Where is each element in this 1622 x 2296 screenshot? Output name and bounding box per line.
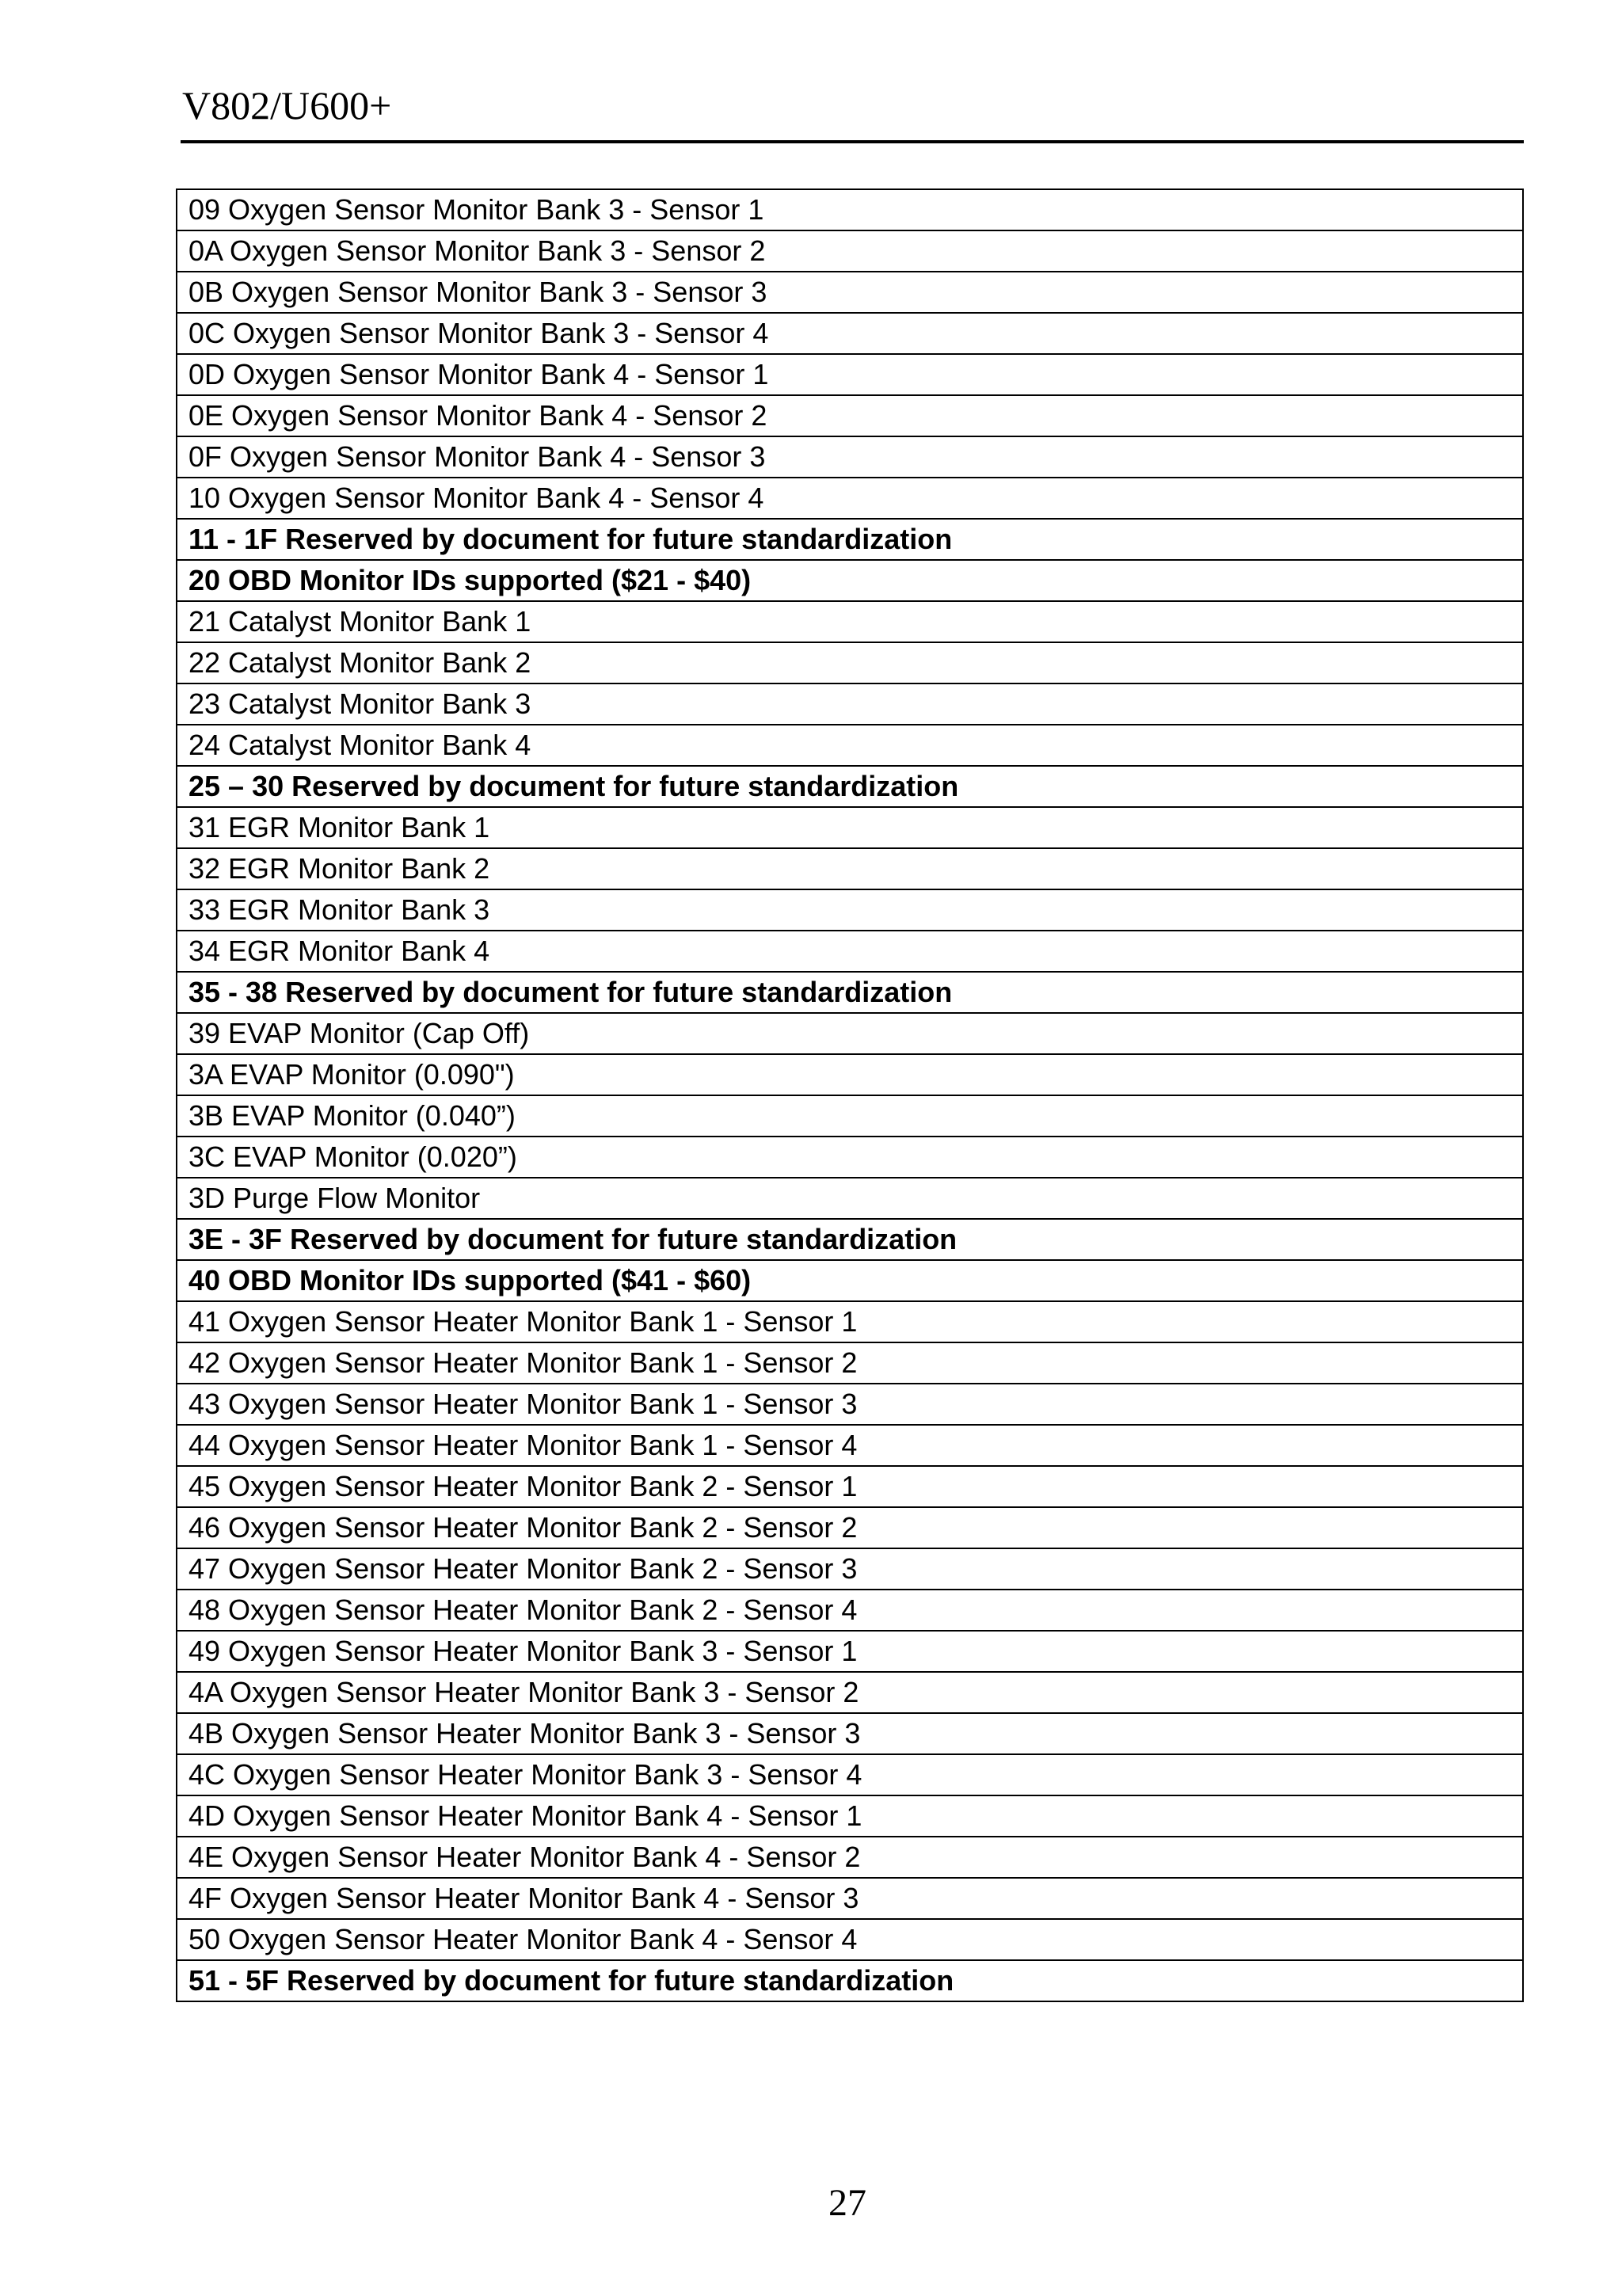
table-cell: 22 Catalyst Monitor Bank 2 <box>177 642 1523 683</box>
table-cell: 23 Catalyst Monitor Bank 3 <box>177 683 1523 725</box>
table-row <box>177 1095 1523 1137</box>
table-row-heading <box>177 1219 1523 1260</box>
table-row <box>177 1878 1523 1919</box>
table-row <box>177 1507 1523 1548</box>
table-cell: 0A Oxygen Sensor Monitor Bank 3 - Sensor 2 <box>177 230 1523 272</box>
table-row <box>177 1466 1523 1507</box>
page-header-title: V802/U600+ <box>182 83 392 128</box>
table-cell: 51 - 5F Reserved by document for future standardization <box>177 1960 1523 2001</box>
table-cell: 3D Purge Flow Monitor <box>177 1178 1523 1219</box>
table-row <box>177 395 1523 436</box>
table-row-heading <box>177 560 1523 601</box>
monitor-id-table-body <box>177 189 1523 2001</box>
table-cell: 47 Oxygen Sensor Heater Monitor Bank 2 - Sensor 3 <box>177 1548 1523 1590</box>
table-cell: 35 - 38 Reserved by document for future standardization <box>177 972 1523 1013</box>
table-row <box>177 1301 1523 1342</box>
table-row <box>177 1754 1523 1795</box>
table-row <box>177 848 1523 889</box>
table-cell: 50 Oxygen Sensor Heater Monitor Bank 4 - Sensor 4 <box>177 1919 1523 1960</box>
table-cell: 49 Oxygen Sensor Heater Monitor Bank 3 - Sensor 1 <box>177 1631 1523 1672</box>
table-row <box>177 889 1523 931</box>
table-cell: 33 EGR Monitor Bank 3 <box>177 889 1523 931</box>
table-cell: 0E Oxygen Sensor Monitor Bank 4 - Sensor 2 <box>177 395 1523 436</box>
table-row <box>177 1672 1523 1713</box>
table-cell: 39 EVAP Monitor (Cap Off) <box>177 1013 1523 1054</box>
table-row-heading <box>177 519 1523 560</box>
table-cell: 40 OBD Monitor IDs supported ($41 - $60) <box>177 1260 1523 1301</box>
table-row <box>177 725 1523 766</box>
table-cell: 41 Oxygen Sensor Heater Monitor Bank 1 - Sensor 1 <box>177 1301 1523 1342</box>
table-row <box>177 931 1523 972</box>
table-cell: 0D Oxygen Sensor Monitor Bank 4 - Sensor 1 <box>177 354 1523 395</box>
table-cell: 48 Oxygen Sensor Heater Monitor Bank 2 - Sensor 4 <box>177 1590 1523 1631</box>
table-cell: 3A EVAP Monitor (0.090") <box>177 1054 1523 1095</box>
table-row <box>177 1425 1523 1466</box>
table-cell: 3E - 3F Reserved by document for future standardization <box>177 1219 1523 1260</box>
page-number: 27 <box>828 2182 866 2224</box>
table-cell: 25 – 30 Reserved by document for future standardization <box>177 766 1523 807</box>
table-row-heading <box>177 1260 1523 1301</box>
table-row-heading <box>177 766 1523 807</box>
table-row <box>177 1713 1523 1754</box>
table-row <box>177 1548 1523 1590</box>
monitor-id-table <box>176 188 1524 2002</box>
table-cell: 45 Oxygen Sensor Heater Monitor Bank 2 - Sensor 1 <box>177 1466 1523 1507</box>
table-cell: 09 Oxygen Sensor Monitor Bank 3 - Sensor 1 <box>177 189 1523 230</box>
table-row <box>177 642 1523 683</box>
table-row <box>177 1919 1523 1960</box>
table-row <box>177 354 1523 395</box>
table-row <box>177 1837 1523 1878</box>
table-cell: 11 - 1F Reserved by document for future standardization <box>177 519 1523 560</box>
table-cell: 44 Oxygen Sensor Heater Monitor Bank 1 - Sensor 4 <box>177 1425 1523 1466</box>
table-row <box>177 1054 1523 1095</box>
table-row <box>177 807 1523 848</box>
table-row <box>177 189 1523 230</box>
table-cell: 20 OBD Monitor IDs supported ($21 - $40) <box>177 560 1523 601</box>
table-row <box>177 601 1523 642</box>
table-row <box>177 1795 1523 1837</box>
table-row <box>177 683 1523 725</box>
table-cell: 43 Oxygen Sensor Heater Monitor Bank 1 - Sensor 3 <box>177 1384 1523 1425</box>
table-cell: 4E Oxygen Sensor Heater Monitor Bank 4 - Sensor 2 <box>177 1837 1523 1878</box>
table-cell: 3B EVAP Monitor (0.040”) <box>177 1095 1523 1137</box>
table-cell: 0F Oxygen Sensor Monitor Bank 4 - Sensor 3 <box>177 436 1523 478</box>
table-row <box>177 1590 1523 1631</box>
table-row-heading <box>177 972 1523 1013</box>
table-row <box>177 1137 1523 1178</box>
table-cell: 0B Oxygen Sensor Monitor Bank 3 - Sensor 3 <box>177 272 1523 313</box>
table-cell: 0C Oxygen Sensor Monitor Bank 3 - Sensor 4 <box>177 313 1523 354</box>
table-cell: 3C EVAP Monitor (0.020”) <box>177 1137 1523 1178</box>
table-cell: 4A Oxygen Sensor Heater Monitor Bank 3 - Sensor 2 <box>177 1672 1523 1713</box>
table-cell: 34 EGR Monitor Bank 4 <box>177 931 1523 972</box>
header-rule <box>181 140 1524 143</box>
table-cell: 21 Catalyst Monitor Bank 1 <box>177 601 1523 642</box>
table-row <box>177 272 1523 313</box>
table-cell: 4D Oxygen Sensor Heater Monitor Bank 4 - Sensor 1 <box>177 1795 1523 1837</box>
table-cell: 4C Oxygen Sensor Heater Monitor Bank 3 - Sensor 4 <box>177 1754 1523 1795</box>
table-row <box>177 1342 1523 1384</box>
table-row <box>177 1178 1523 1219</box>
table-cell: 10 Oxygen Sensor Monitor Bank 4 - Sensor 4 <box>177 478 1523 519</box>
table-row <box>177 1013 1523 1054</box>
table-cell: 32 EGR Monitor Bank 2 <box>177 848 1523 889</box>
table-cell: 24 Catalyst Monitor Bank 4 <box>177 725 1523 766</box>
table-row <box>177 436 1523 478</box>
table-row <box>177 1384 1523 1425</box>
table-cell: 46 Oxygen Sensor Heater Monitor Bank 2 - Sensor 2 <box>177 1507 1523 1548</box>
table-row <box>177 230 1523 272</box>
table-row <box>177 1631 1523 1672</box>
table-cell: 4F Oxygen Sensor Heater Monitor Bank 4 - Sensor 3 <box>177 1878 1523 1919</box>
table-row <box>177 313 1523 354</box>
table-row <box>177 478 1523 519</box>
table-row-heading <box>177 1960 1523 2001</box>
table-cell: 31 EGR Monitor Bank 1 <box>177 807 1523 848</box>
table-cell: 42 Oxygen Sensor Heater Monitor Bank 1 - Sensor 2 <box>177 1342 1523 1384</box>
table-cell: 4B Oxygen Sensor Heater Monitor Bank 3 - Sensor 3 <box>177 1713 1523 1754</box>
